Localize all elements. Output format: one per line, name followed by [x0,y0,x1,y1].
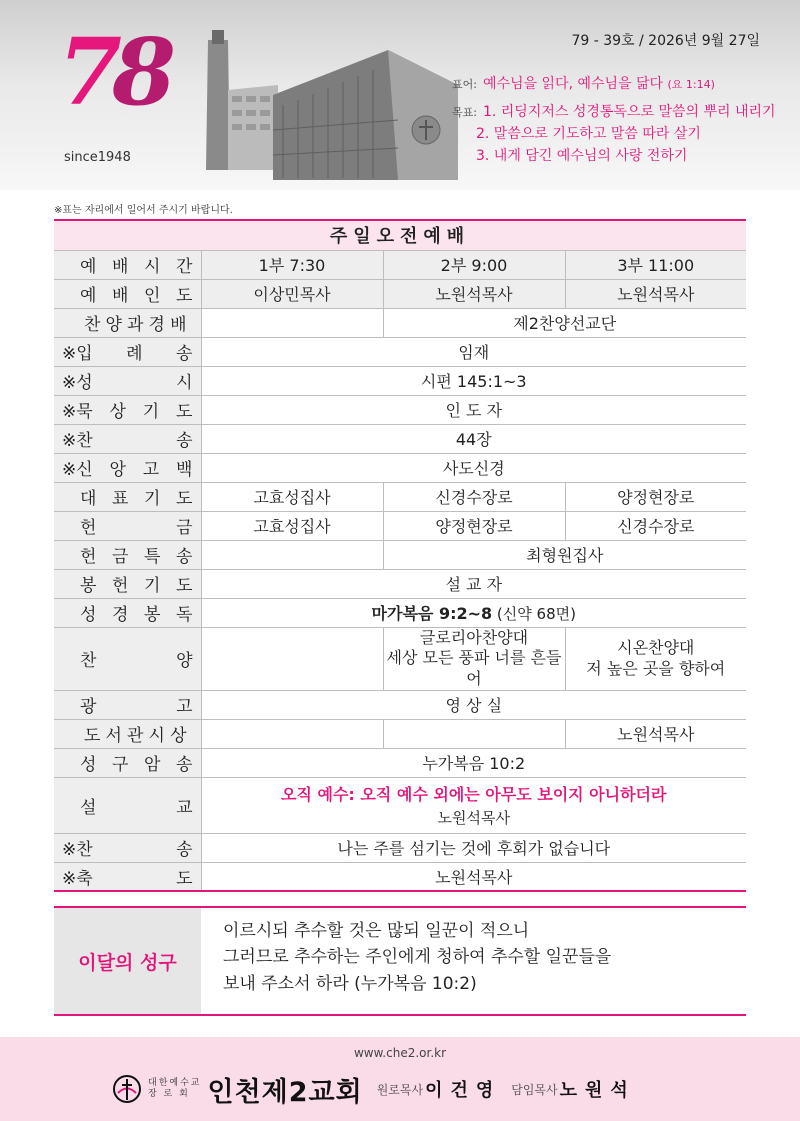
table-title-row [54,220,746,250]
table-row: ※성 시 시편 145:1~3 [54,366,746,395]
website-link[interactable]: www.che2.or.kr [353,1046,447,1060]
table-row: 헌 금 특 송 최형원집사 [54,540,746,569]
since-label: since1948 [64,150,131,165]
service-title: 주일오전예배 [54,220,746,250]
table-row: 대 표 기 도 고효성집사 신경수장로 양정현장로 [54,482,746,511]
table-row: 예 배 시 간 1부 7:30 2부 9:00 3부 11:00 [54,250,746,279]
issue-number-date: 79 - 39호 / 2026년 9월 27일 [571,33,760,49]
church-building-image [168,30,458,180]
table-row: ※입 례 송 임재 [54,337,746,366]
table-row: 도 서 관 시 상 노원석목사 [54,719,746,748]
table-row: ※묵 상 기 도 인 도 자 [54,395,746,424]
goals-line-3: 3. 내게 담긴 예수님의 사랑 전하기 [476,148,688,164]
row-label-silent-prayer: ※묵 상 기 도 [62,402,193,422]
row-label-time: 예 배 시 간 [80,257,193,277]
row-label-psalm: ※성 시 [62,373,193,393]
emeritus-role: 원로목사 [376,1082,424,1097]
sermon-preacher: 노원석목사 [437,809,510,828]
row-label-offering-prayer: 봉 헌 기 도 [80,576,193,596]
standing-notice: ※표는 자리에서 일어서 주시기 바랍니다. [54,205,233,216]
table-row [54,627,746,690]
row-label-offering-song: 헌 금 특 송 [80,547,193,567]
church-signature [112,1069,646,1109]
table-row: 성 구 암 송 누가복음 10:2 [54,748,746,777]
theme-text: 예수님을 읽다, 예수님을 닮다 [482,76,664,92]
row-label-creed: ※신 앙 고 백 [62,460,193,480]
theme-line: 표어: 예수님을 읽다, 예수님을 닮다 (요 1:14) [452,76,715,92]
choir-name-2: 글로리아찬양대 [419,627,529,647]
anniversary-logo: 78 [58,18,167,126]
bible-page: (신약 68면) [492,605,576,623]
table-row: 찬 양 과 경 배 제2찬양선교단 [54,308,746,337]
row-label-offering: 헌 금 [80,518,193,538]
table-row: 광 고 영 상 실 [54,690,746,719]
church-name: 인천제2교회 [207,1076,363,1108]
sermon-title: 오직 예수: 오직 예수 외에는 아무도 보이지 아니하더라 [281,785,667,805]
row-label-hymn: ※찬 송 [62,431,193,451]
church-emblem-icon [112,1074,142,1104]
row-label-library: 도 서 관 시 상 [84,726,187,747]
row-label-closing-hymn: ※찬 송 [62,840,193,861]
row-label-entrance: ※입 례 송 [62,344,193,364]
row-label-prayer: 대 표 기 도 [80,489,193,509]
senior-pastor-name: 노원석 [559,1080,636,1101]
denomination: 대한예수교 장 로 회 [148,1077,202,1099]
table-row [54,777,746,833]
table-row: ※찬 송 나는 주를 섬기는 것에 후회가 없습니다 [54,833,746,862]
row-label-praise: 찬 양 과 경 배 [84,315,187,335]
goals-line-1: 목표: 1. 리딩지저스 성경통독으로 말씀의 뿌리 내리기 [452,104,776,120]
monthly-verse-box [54,906,746,1016]
bible-reading: 마가복음 9:2~8 [371,604,493,623]
table-row: 예 배 인 도 이상민목사 노원석목사 노원석목사 [54,279,746,308]
emeritus-pastor-name: 이건영 [425,1080,502,1101]
table-row: 봉 헌 기 도 설 교 자 [54,569,746,598]
senior-role: 담임목사 [511,1082,558,1097]
row-label-leader: 예 배 인 도 [80,286,193,306]
table-row: ※신 앙 고 백 사도신경 [54,453,746,482]
monthly-verse-label: 이달의 성구 [54,908,201,1014]
table-row [54,598,746,627]
footer [0,1037,800,1121]
monthly-verse-text: 이르시되 추수할 것은 많되 일꾼이 적으니 그러므로 추수하는 주인에게 청하여 추수할 일꾼들을 보내 주소서 하라 (누가복음 10:2) [223,921,612,994]
row-label-choir: 찬 양 [80,651,193,672]
row-label-benediction: ※축 도 [62,869,193,890]
bulletin-header [0,0,800,190]
choir-song-3: 저 높은 곳을 향하여 [586,658,726,678]
theme-reference: (요 1:14) [667,78,715,91]
table-row: 헌 금 고효성집사 양정현장로 신경수장로 [54,511,746,540]
choir-name-3: 시온찬양대 [617,637,695,657]
table-row: ※축 도 노원석목사 [54,862,746,891]
row-label-sermon: 설 교 [80,797,193,818]
goals-line-2: 2. 말씀으로 기도하고 말씀 따라 살기 [476,126,701,142]
row-label-memory: 성 구 암 송 [80,755,193,776]
row-label-ads: 광 고 [80,697,193,718]
table-row: ※찬 송 44장 [54,424,746,453]
choir-song-2: 세상 모든 풍파 너를 흔들어 [386,648,562,689]
worship-order-table [54,219,746,892]
row-label-reading: 성 경 봉 독 [80,605,193,625]
